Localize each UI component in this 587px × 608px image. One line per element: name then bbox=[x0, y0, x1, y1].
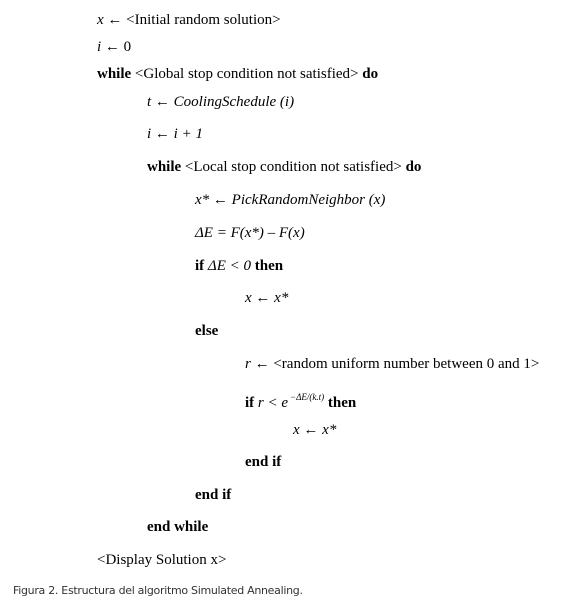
var-i: i bbox=[147, 126, 152, 142]
line-increment bbox=[147, 125, 203, 143]
condition-text: ΔE < 0 bbox=[207, 258, 252, 274]
line-if-delta bbox=[195, 257, 283, 275]
stmt-text: <random uniform number between 0 and 1> bbox=[273, 356, 540, 372]
line-end-if-inner bbox=[245, 453, 281, 471]
condition-text: r < e bbox=[257, 395, 289, 411]
stmt-text: PickRandomNeighbor (x) bbox=[231, 192, 386, 208]
exponent-text: −ΔE/(k.t) bbox=[290, 392, 325, 402]
assign-arrow-icon: ← bbox=[154, 126, 170, 142]
keyword-end-while: end while bbox=[147, 519, 209, 535]
keyword-while: while bbox=[97, 66, 132, 82]
line-end-if-outer bbox=[195, 486, 231, 504]
var-x: x bbox=[245, 290, 252, 306]
line-else bbox=[195, 322, 218, 340]
keyword-then: then bbox=[254, 258, 284, 274]
line-init-x bbox=[97, 11, 281, 29]
line-init-i bbox=[97, 38, 131, 56]
figure-caption: Figura 2. Estructura del algoritmo Simulated Annealing. bbox=[13, 584, 303, 597]
stmt-text: <Initial random solution> bbox=[126, 12, 281, 28]
var-t: t bbox=[147, 94, 152, 110]
stmt-text: 0 bbox=[123, 39, 132, 55]
line-if-prob bbox=[245, 388, 356, 412]
line-cooling bbox=[147, 93, 294, 111]
line-accept-2 bbox=[293, 421, 336, 439]
assign-arrow-icon: ← bbox=[303, 422, 319, 438]
line-inner-while bbox=[147, 158, 421, 176]
condition-text: <Global stop condition not satisfied> bbox=[134, 66, 359, 82]
keyword-if: if bbox=[195, 258, 205, 274]
stmt-text: x* bbox=[322, 422, 337, 438]
keyword-end-if: end if bbox=[195, 487, 232, 503]
assign-arrow-icon: ← bbox=[254, 356, 270, 372]
stmt-text: ΔE = F(x*) – F(x) bbox=[195, 225, 305, 241]
line-random-r bbox=[245, 355, 539, 373]
assign-arrow-icon: ← bbox=[107, 12, 123, 28]
assign-arrow-icon: ← bbox=[104, 39, 120, 55]
line-end-while bbox=[147, 518, 208, 536]
condition-text: <Local stop condition not satisfied> bbox=[184, 159, 402, 175]
line-outer-while bbox=[97, 65, 378, 83]
keyword-end-if: end if bbox=[245, 454, 282, 470]
stmt-text: CoolingSchedule (i) bbox=[173, 94, 295, 110]
keyword-else: else bbox=[195, 323, 219, 339]
var-i: i bbox=[97, 39, 102, 55]
var-x: x bbox=[97, 12, 104, 28]
assign-arrow-icon: ← bbox=[154, 94, 170, 110]
keyword-while: while bbox=[147, 159, 182, 175]
keyword-if: if bbox=[245, 395, 255, 411]
keyword-do: do bbox=[405, 159, 422, 175]
keyword-do: do bbox=[362, 66, 379, 82]
keyword-then: then bbox=[327, 395, 357, 411]
line-accept-1 bbox=[245, 289, 288, 307]
line-display bbox=[97, 551, 226, 569]
var-x: x bbox=[293, 422, 300, 438]
line-pick-neighbor bbox=[195, 191, 385, 209]
var-r: r bbox=[245, 356, 251, 372]
var-xstar: x* bbox=[195, 192, 210, 208]
stmt-text: i + 1 bbox=[173, 126, 203, 142]
assign-arrow-icon: ← bbox=[255, 290, 271, 306]
assign-arrow-icon: ← bbox=[212, 192, 228, 208]
line-delta-e bbox=[195, 224, 305, 242]
stmt-text: x* bbox=[274, 290, 289, 306]
stmt-text: <Display Solution x> bbox=[97, 552, 227, 568]
